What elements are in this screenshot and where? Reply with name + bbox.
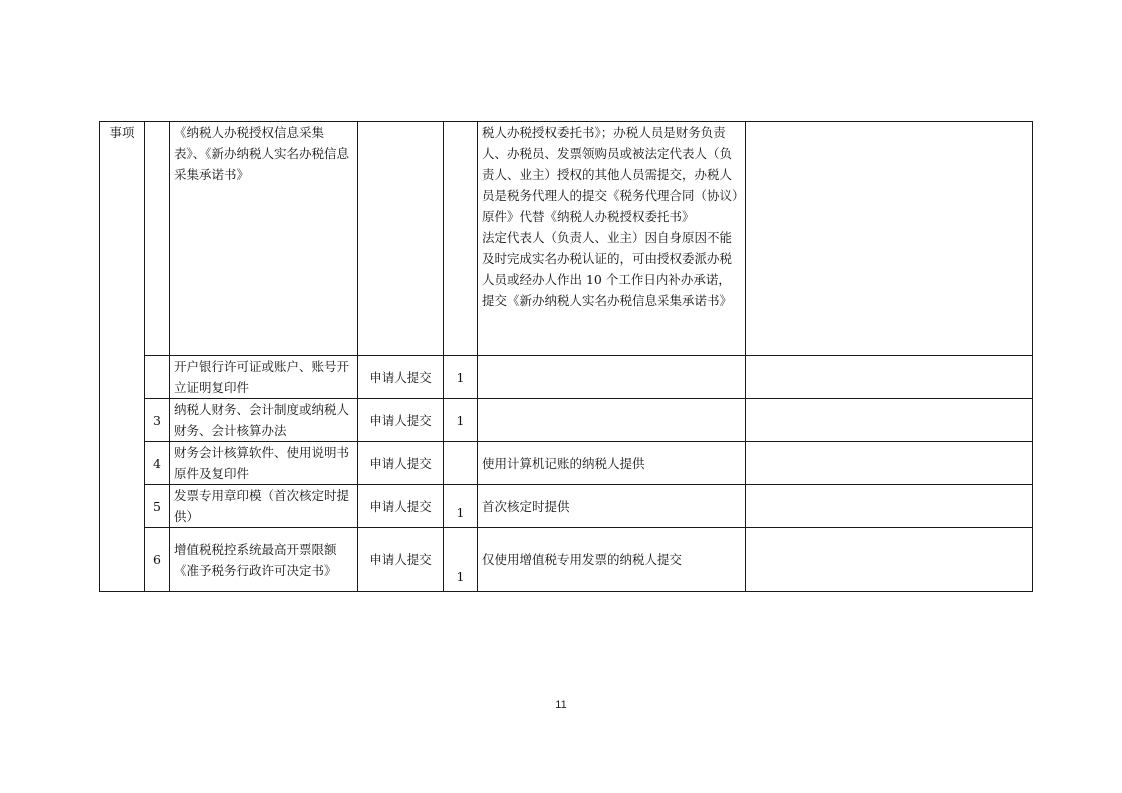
material-name: 财务会计核算软件、使用说明书原件及复印件: [174, 445, 350, 481]
left-label-cell: [100, 122, 145, 592]
table-row: [100, 485, 1033, 528]
source-cell: 申请人提交: [358, 356, 444, 399]
count-cell: 1: [444, 485, 478, 528]
material-cell: [170, 528, 358, 592]
table-row: [100, 356, 1033, 399]
table-row: [100, 442, 1033, 485]
remark-cell: [746, 528, 1033, 592]
row-number: [145, 122, 170, 356]
material-name: 开户银行许可证或账户、账号开立证明复印件: [174, 359, 350, 395]
row-number: 3: [145, 399, 170, 442]
row-number: [145, 356, 170, 399]
count-cell: 1: [444, 528, 478, 592]
source-cell: 申请人提交: [358, 399, 444, 442]
material-name: 纳税人财务、会计制度或纳税人财务、会计核算办法: [174, 402, 350, 438]
notes-cell: 仅使用增值税专用发票的纳税人提交: [478, 528, 746, 592]
remark-cell: [746, 485, 1033, 528]
notes-cell: 使用计算机记账的纳税人提供: [478, 442, 746, 485]
material-name: 增值税税控系统最高开票限额《准予税务行政许可决定书》: [174, 541, 337, 578]
material-cell: [170, 122, 358, 356]
notes-text: 税人办税授权委托书》；办税人员是财务负责人、办税员、发票领购员或被法定代表人（负责人、业主）授权的其他人员需提交，办税人员是税务代理人的提交《税务代理合同（协议）原件》代替《纳税人办税授权委托书》 法定代表人（负责人、业主）因自身原因不能及时完成实名办税认证的，可由授权委派办税人员或经办人作出 10 个工作日内补办承诺，提交《新办纳税人实名办税信息采集承诺书》: [482, 125, 739, 308]
notes-cell: [478, 122, 746, 356]
remark-cell: [746, 442, 1033, 485]
row-number: 5: [145, 485, 170, 528]
notes-cell: [478, 399, 746, 442]
material-cell: [170, 399, 358, 442]
count-cell: [444, 122, 478, 356]
material-name: 发票专用章印模（首次核定时提供）: [174, 488, 350, 524]
source-cell: 申请人提交: [358, 485, 444, 528]
left-label: 事项: [109, 125, 135, 140]
source-cell: [358, 122, 444, 356]
materials-table: [99, 121, 1033, 592]
table-row: [100, 122, 1033, 356]
remark-cell: [746, 399, 1033, 442]
table-row: [100, 399, 1033, 442]
material-cell: [170, 442, 358, 485]
table-row: [100, 528, 1033, 592]
material-cell: [170, 485, 358, 528]
remark-cell: [746, 122, 1033, 356]
source-cell: 申请人提交: [358, 442, 444, 485]
material-cell: [170, 356, 358, 399]
count-cell: [444, 442, 478, 485]
remark-cell: [746, 356, 1033, 399]
row-number: 4: [145, 442, 170, 485]
source-cell: 申请人提交: [358, 528, 444, 592]
page-number: 11: [555, 699, 567, 711]
material-name: 《纳税人办税授权信息采集表》、《新办纳税人实名办税信息采集承诺书》: [174, 125, 350, 182]
count-cell: 1: [444, 356, 478, 399]
row-number: 6: [145, 528, 170, 592]
count-cell: 1: [444, 399, 478, 442]
notes-cell: 首次核定时提供: [478, 485, 746, 528]
notes-cell: [478, 356, 746, 399]
